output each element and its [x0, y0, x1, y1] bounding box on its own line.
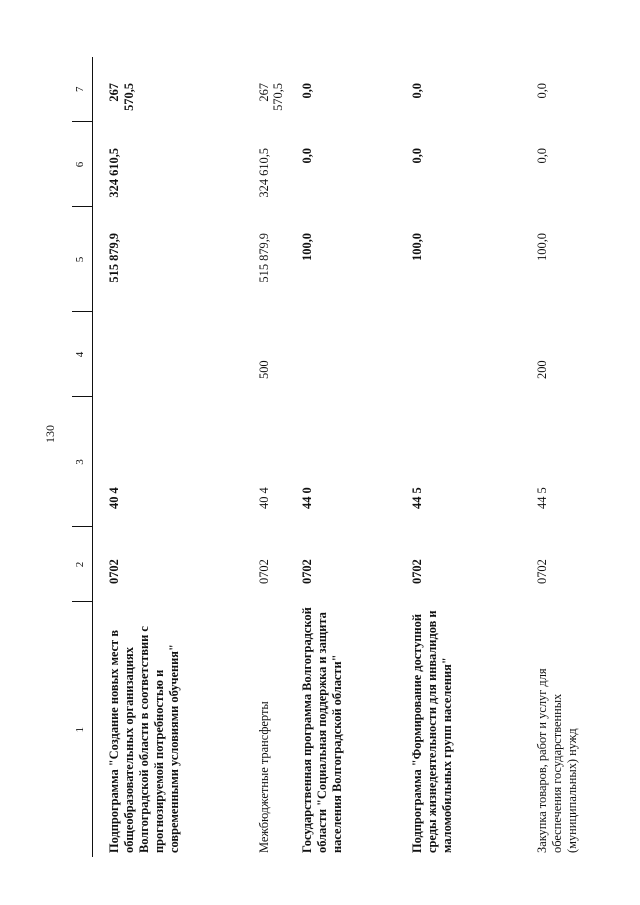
table-row: [93, 57, 243, 857]
header-col-4: 4: [72, 312, 93, 397]
row-value-7: 267 570,5: [107, 83, 136, 111]
table-row: [521, 57, 621, 857]
row-value-6: 0,0: [300, 148, 315, 164]
row-value-5: 100,0: [300, 233, 315, 261]
row-vid: [396, 312, 521, 397]
row-section: 0702: [535, 559, 550, 584]
row-value-5: 515 879,9: [256, 233, 271, 283]
header-col-2: 2: [72, 527, 93, 602]
row-value-6: 324 610,5: [256, 148, 271, 198]
row-name: Подпрограмма "Формирование доступной среды жизнедеятельности для инвалидов и маломобильных групп населения": [410, 610, 454, 853]
row-section: 0702: [107, 559, 121, 584]
header-col-7: 7: [72, 57, 93, 122]
row-target: 40 4: [256, 487, 271, 509]
row-value-7: 267 570,5: [256, 83, 286, 111]
row-name: Закупка товаров, работ и услуг для обеспечения государственных (муниципальных) нужд: [535, 668, 579, 853]
table-row: [243, 57, 287, 857]
row-value-7: 0,0: [300, 83, 315, 99]
row-value-7: 0,0: [535, 83, 550, 99]
row-vid: [93, 312, 243, 397]
row-name: Государственная программа Волгоградской области "Социальная поддержка и защита населения Волгоградской области": [300, 607, 344, 853]
row-value-6: 0,0: [410, 148, 425, 164]
row-target: 44 5: [410, 487, 425, 509]
row-vid: 500: [256, 360, 271, 379]
page-number: 130: [43, 425, 57, 443]
row-target: 40 4: [107, 487, 121, 509]
row-value-5: 100,0: [410, 233, 425, 261]
row-name: Подпрограмма "Создание новых мест в общеобразовательных организациях Волгоградской области в соответствии с прогнозируемой потребностью и современными условиями обучения": [107, 626, 181, 853]
row-vid: 200: [535, 360, 550, 379]
table-row: [396, 57, 521, 857]
row-section: 0702: [410, 559, 425, 584]
row-value-7: 0,0: [410, 83, 425, 99]
row-section: 0702: [256, 559, 271, 584]
row-value-5: 515 879,9: [107, 233, 121, 283]
table-row: [286, 57, 396, 857]
header-col-3: 3: [72, 397, 93, 527]
row-section: 0702: [300, 559, 315, 584]
row-value-5: 100,0: [535, 233, 550, 261]
row-target: 44 0: [300, 487, 315, 509]
row-name: Межбюджетные трансферты: [256, 701, 271, 853]
header-col-1: 1: [72, 602, 93, 857]
header-col-5: 5: [72, 207, 93, 312]
row-value-6: 324 610,5: [107, 148, 121, 198]
row-target: 44 5: [535, 487, 550, 509]
row-value-6: 0,0: [535, 148, 550, 164]
header-col-6: 6: [72, 122, 93, 207]
table-header-row: [72, 57, 93, 857]
row-vid: [286, 312, 396, 397]
budget-table: [72, 57, 621, 857]
budget-table-rotated: [72, 57, 640, 857]
